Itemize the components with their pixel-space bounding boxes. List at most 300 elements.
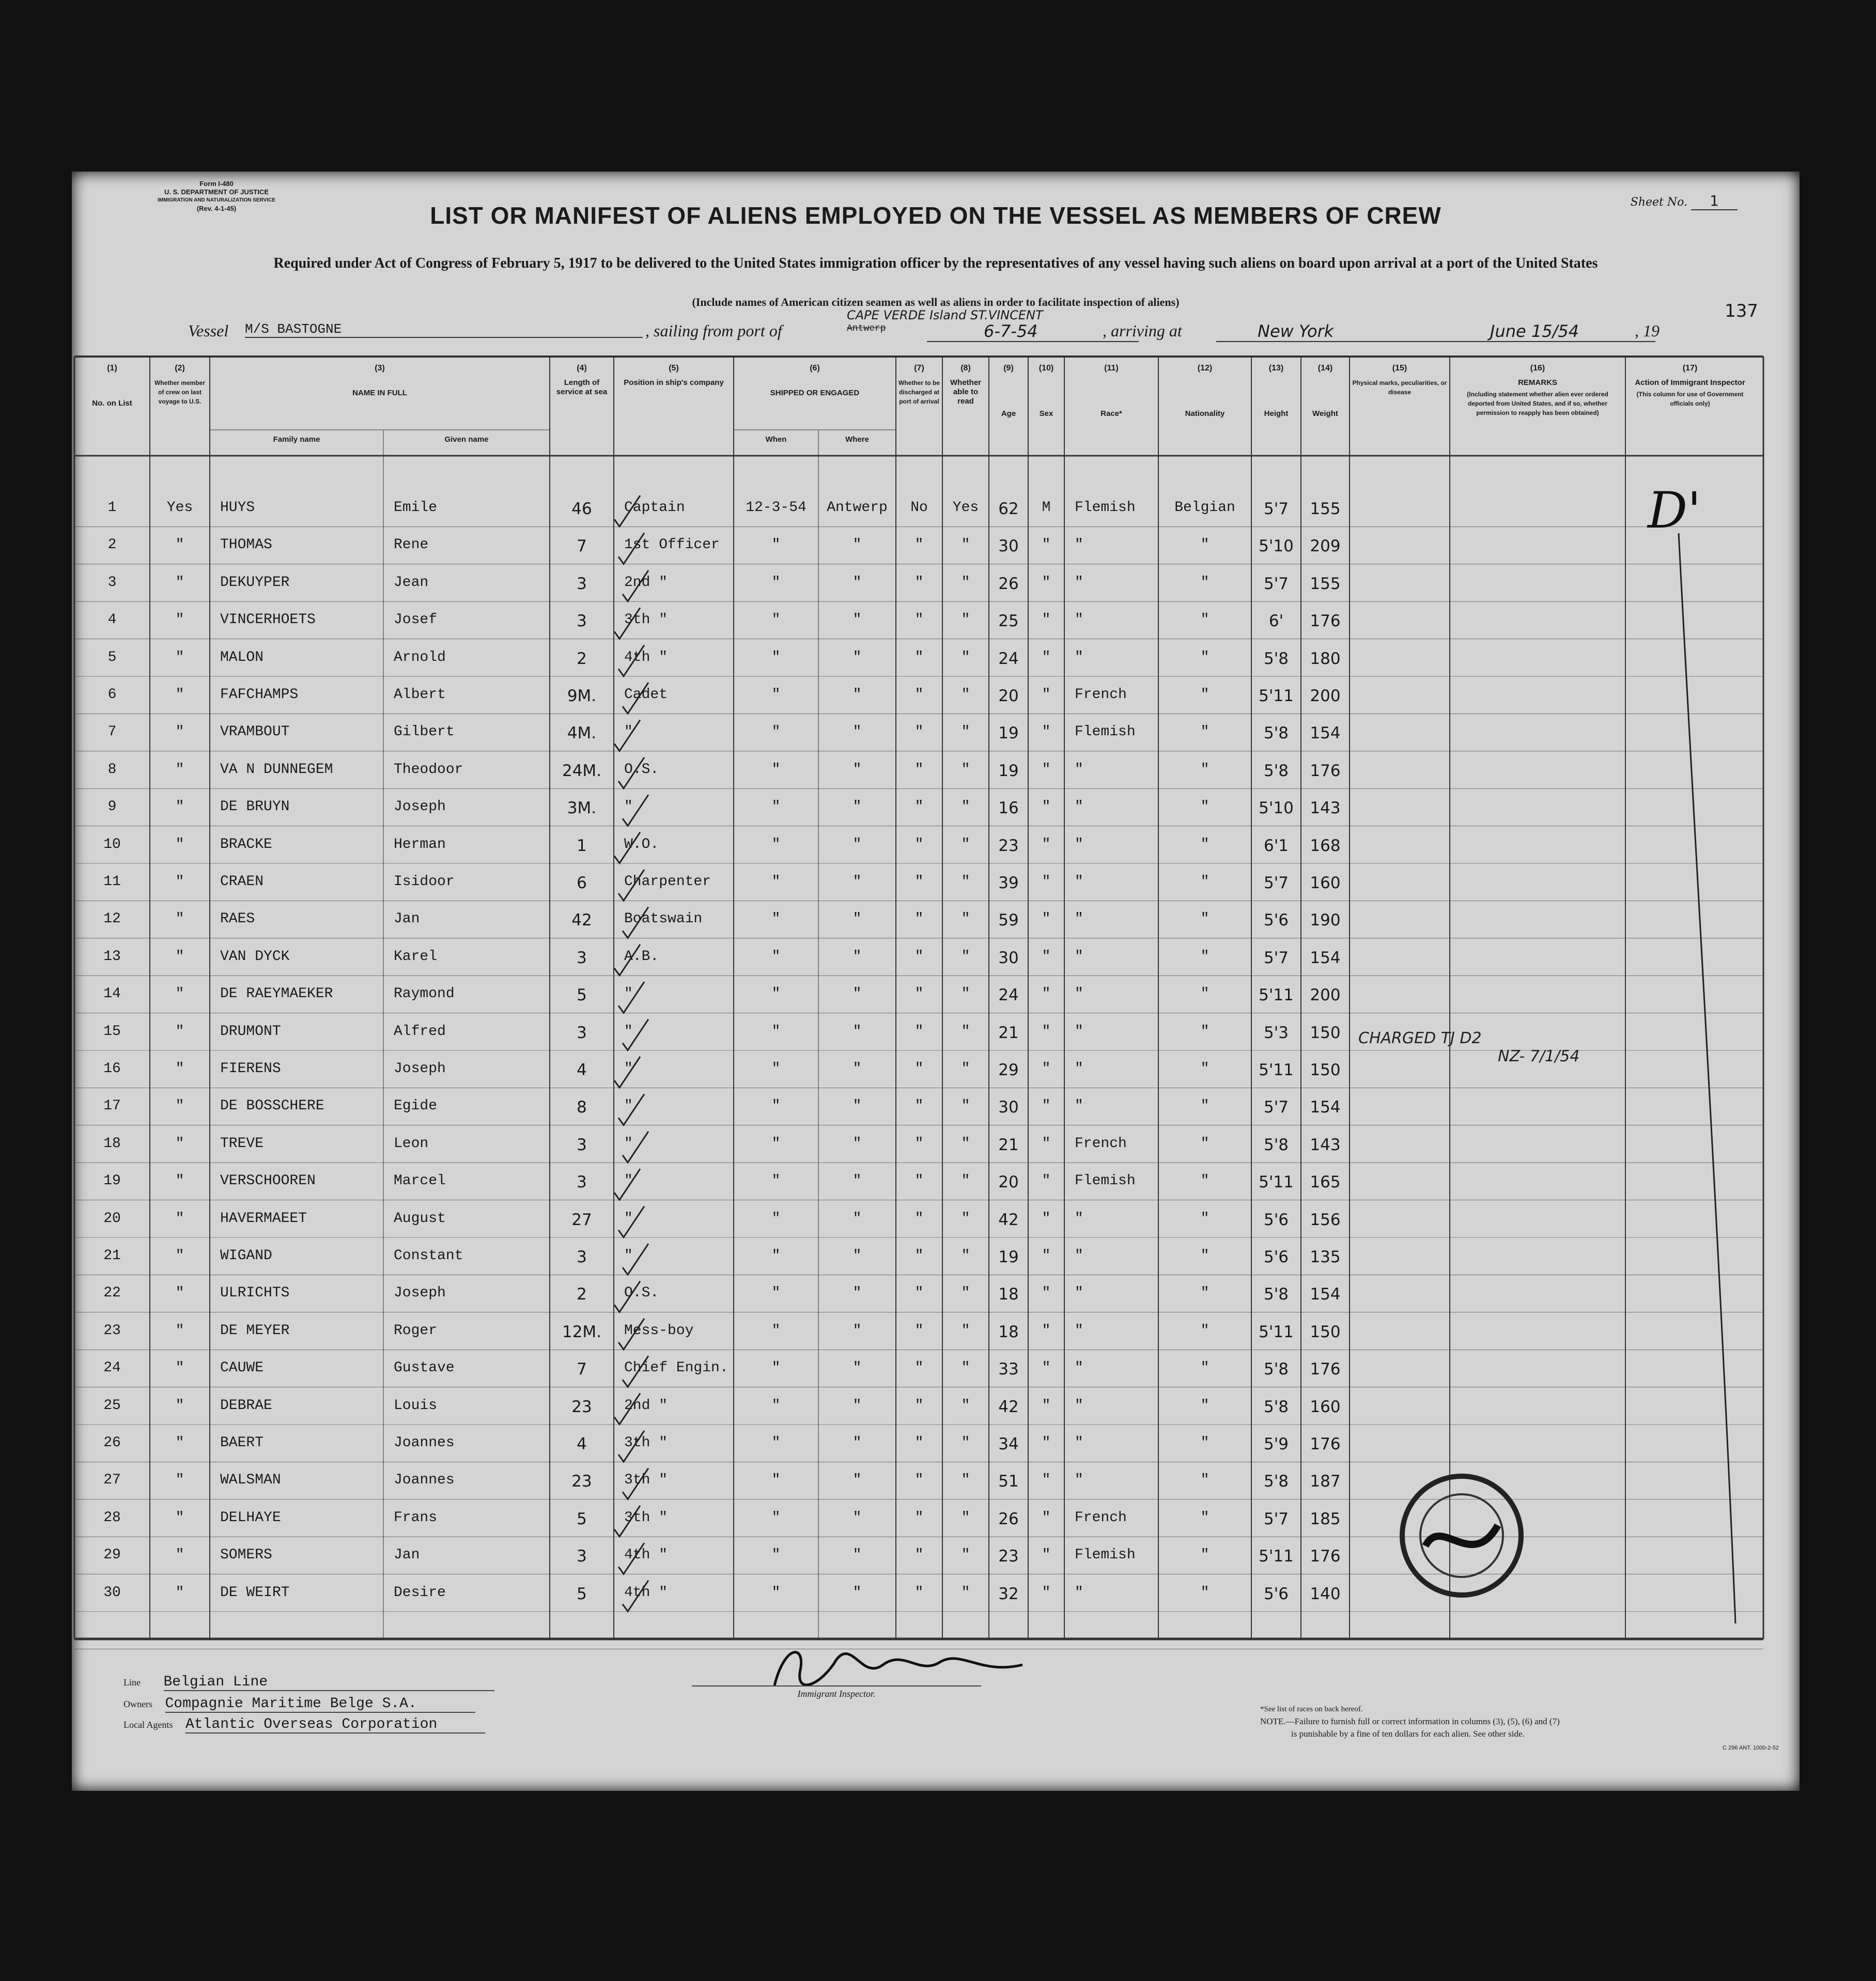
cell-nat: " [1200, 1435, 1210, 1451]
line-label: Line [123, 1677, 141, 1688]
cell-given: Albert [394, 687, 446, 703]
cell-age: 16 [998, 799, 1019, 818]
cell-height: 5'7 [1264, 948, 1289, 967]
cell-given: Egide [394, 1098, 438, 1115]
cell-when: " [771, 687, 781, 703]
cell-family: DEKUYPER [220, 574, 290, 591]
cell-read: " [961, 799, 970, 815]
cell-prev: " [175, 687, 184, 703]
cell-disch: " [914, 1285, 924, 1302]
cell-prev: " [175, 761, 184, 778]
cell-sex: " [1042, 874, 1051, 890]
cell-when: " [771, 1435, 781, 1451]
cell-position: " [624, 1061, 633, 1077]
cell-sex: " [1042, 1584, 1051, 1601]
cell-prev: " [175, 1248, 184, 1264]
cell-race: " [1075, 1210, 1083, 1227]
cell-read: " [961, 911, 970, 927]
cell-given: Louis [394, 1397, 438, 1414]
cell-family: THOMAS [220, 537, 272, 553]
cell-disch: " [914, 1397, 924, 1414]
cell-prev: " [175, 1397, 184, 1414]
header-given-name: Given name [444, 435, 489, 444]
cell-given: Jean [394, 574, 429, 591]
cell-service: 2 [577, 649, 587, 668]
note-fine: is punishable by a fine of ten dollars for each alien. See other side. [1291, 1729, 1525, 1739]
cell-when: " [771, 1248, 781, 1264]
cell-weight: 168 [1310, 836, 1341, 855]
cell-weight: 143 [1310, 1135, 1341, 1154]
cell-weight: 156 [1310, 1210, 1341, 1229]
cell-sex: " [1042, 1397, 1051, 1414]
cell-weight: 154 [1310, 1098, 1341, 1117]
cell-read: " [961, 1135, 970, 1152]
cell-height: 5'6 [1264, 1248, 1289, 1266]
sailing-port-struck: Antwerp [847, 323, 886, 334]
cell-when: " [771, 1360, 781, 1376]
cell-sex: " [1042, 537, 1051, 553]
cell-nat: " [1200, 836, 1210, 853]
cell-age: 59 [998, 911, 1019, 930]
cell-service: 42 [571, 911, 592, 930]
cell-where: " [852, 1397, 862, 1414]
cell-nat: " [1200, 874, 1210, 890]
cell-nat: " [1200, 1509, 1210, 1526]
cell-sex: " [1042, 1248, 1051, 1264]
cell-given: Joannes [394, 1435, 455, 1451]
manifest-sheet [72, 172, 1800, 1791]
cell-height: 5'10 [1259, 537, 1294, 556]
cell-weight: 200 [1310, 986, 1341, 1005]
cell-read: " [961, 1061, 970, 1077]
header-c17-note: (This column for use of Government officials only) [1636, 391, 1744, 407]
cell-nat: " [1200, 1210, 1210, 1227]
cell-where: " [852, 1285, 862, 1302]
cell-position: 3th " [624, 1435, 668, 1451]
cell-family: DE RAEYMAEKER [220, 986, 333, 1002]
header-c13-number: (13) [1268, 364, 1284, 373]
cell-race: " [1075, 799, 1083, 815]
cell-age: 23 [998, 836, 1019, 855]
header-c12-number: (12) [1197, 364, 1213, 373]
cell-disch: " [914, 1173, 924, 1189]
cell-sex: " [1042, 1023, 1051, 1040]
header-c1-number: (1) [107, 364, 117, 373]
cell-nat: " [1200, 1098, 1210, 1115]
cell-disch: " [914, 761, 924, 778]
cell-no: 6 [107, 687, 117, 703]
cell-disch: " [914, 537, 924, 553]
cell-when: " [771, 1397, 781, 1414]
cell-disch: " [914, 948, 924, 965]
cell-when: 12-3-54 [746, 500, 807, 516]
cell-age: 30 [998, 1098, 1019, 1117]
cell-no: 14 [103, 986, 121, 1002]
cell-family: DELHAYE [220, 1509, 281, 1526]
cell-weight: 160 [1310, 874, 1341, 892]
revision: (Rev. 4-1-45) [196, 205, 237, 212]
cell-no: 20 [103, 1210, 121, 1227]
cell-weight: 143 [1310, 799, 1341, 818]
cell-nat: " [1200, 1285, 1210, 1302]
cell-service: 12M. [562, 1322, 602, 1341]
cell-prev: " [175, 948, 184, 965]
header-c9-number: (9) [1003, 364, 1014, 373]
cell-when: " [771, 1285, 781, 1302]
header-c14-number: (14) [1317, 364, 1333, 373]
cell-age: 42 [998, 1210, 1019, 1229]
cell-race: " [1075, 874, 1083, 890]
cell-prev: " [175, 1360, 184, 1376]
cell-race: French [1075, 1509, 1127, 1526]
header-c8-number: (8) [960, 364, 971, 373]
arrival-port: New York [1216, 321, 1475, 342]
cell-prev: " [175, 1435, 184, 1451]
header-c7-label: Whether to be discharged at port of arrival [898, 379, 940, 405]
cell-race: French [1075, 1135, 1127, 1152]
cell-given: Jan [394, 1547, 420, 1564]
cell-when: " [771, 1509, 781, 1526]
cell-height: 5'7 [1264, 1509, 1289, 1528]
cell-service: 4 [577, 1435, 587, 1453]
cell-nat: " [1200, 724, 1210, 740]
cell-when: " [771, 911, 781, 927]
cell-read: " [961, 1472, 970, 1489]
cell-read: " [961, 1322, 970, 1339]
cell-no: 3 [107, 574, 117, 591]
cell-age: 32 [998, 1584, 1019, 1603]
cell-when: " [771, 948, 781, 965]
header-c5-number: (5) [669, 364, 679, 373]
cell-height: 5'7 [1264, 574, 1289, 593]
cell-family: BRACKE [220, 836, 272, 853]
cell-given: Jan [394, 911, 420, 927]
header-c17-number: (17) [1682, 364, 1698, 373]
cell-sex: " [1042, 1435, 1051, 1451]
cell-read: " [961, 1435, 970, 1451]
cell-when: " [771, 537, 781, 553]
cell-family: VERSCHOOREN [220, 1173, 316, 1189]
cell-position: " [624, 1098, 633, 1115]
cell-age: 25 [998, 612, 1019, 631]
cell-no: 11 [103, 874, 121, 890]
cell-height: 5'8 [1264, 1472, 1289, 1491]
cell-prev: " [175, 537, 184, 553]
cell-race: Flemish [1075, 1173, 1136, 1189]
cell-where: " [852, 724, 862, 740]
cell-where: " [852, 799, 862, 815]
cell-prev: " [175, 986, 184, 1002]
cell-sex: " [1042, 687, 1051, 703]
cell-given: Desire [394, 1584, 446, 1601]
cell-read: " [961, 1023, 970, 1040]
remark-row16-b: NZ- 7/1/54 [1498, 1047, 1580, 1065]
cell-service: 5 [577, 986, 587, 1005]
header-c3-label: NAME IN FULL [352, 389, 407, 397]
cell-where: " [852, 612, 862, 628]
header-c10-label: Sex [1039, 409, 1053, 418]
cell-read: " [961, 761, 970, 778]
cell-family: SOMERS [220, 1547, 272, 1564]
cell-disch: " [914, 799, 924, 815]
cell-height: 5'10 [1259, 799, 1294, 818]
cell-sex: " [1042, 986, 1051, 1002]
cell-sex: " [1042, 649, 1051, 666]
cell-height: 5'8 [1264, 724, 1289, 743]
cell-no: 15 [103, 1023, 121, 1040]
cell-age: 18 [998, 1285, 1019, 1304]
cell-family: TREVE [220, 1135, 264, 1152]
cell-no: 9 [107, 799, 117, 815]
cell-position: 1st Officer [624, 537, 720, 553]
cell-position: 4th " [624, 1584, 668, 1601]
cell-age: 33 [998, 1360, 1019, 1379]
cell-nat: " [1200, 1061, 1210, 1077]
cell-disch: " [914, 1023, 924, 1040]
cell-position: 3th " [624, 1472, 668, 1489]
cell-weight: 209 [1310, 537, 1341, 556]
cell-read: " [961, 874, 970, 890]
cell-height: 5'6 [1264, 911, 1289, 930]
cell-race: " [1075, 1584, 1083, 1601]
cell-given: Raymond [394, 986, 455, 1002]
cell-when: " [771, 612, 781, 628]
cell-no: 13 [103, 948, 121, 965]
cell-sex: " [1042, 836, 1051, 853]
inspector-caption: Immigrant Inspector. [692, 1685, 981, 1699]
cell-where: " [852, 1322, 862, 1339]
header-c16-label: REMARKS [1518, 378, 1557, 387]
cell-where: " [852, 1248, 862, 1264]
cell-position: 3th " [624, 1509, 668, 1526]
cell-service: 3 [577, 948, 587, 967]
cell-sex: " [1042, 612, 1051, 628]
inspector-line [1673, 523, 1777, 1660]
cell-service: 5 [577, 1584, 587, 1603]
cell-disch: " [914, 986, 924, 1002]
cell-height: 6'1 [1264, 836, 1289, 855]
cell-when: " [771, 724, 781, 740]
cell-weight: 150 [1310, 1061, 1341, 1079]
cell-sex: " [1042, 761, 1051, 778]
cell-race: Flemish [1075, 724, 1136, 740]
header-c9-label: Age [1001, 409, 1016, 418]
cell-weight: 176 [1310, 1435, 1341, 1453]
cell-nat: " [1200, 612, 1210, 628]
header-c2-label: Whether member of crew on last voyage to U.S. [154, 379, 206, 405]
cell-position: A.B. [624, 948, 659, 965]
cell-service: 5 [577, 1509, 587, 1528]
cell-race: " [1075, 986, 1083, 1002]
cell-position: W.O. [624, 836, 659, 853]
cell-no: 24 [103, 1360, 121, 1376]
cell-weight: 187 [1310, 1472, 1341, 1491]
department: U. S. DEPARTMENT OF JUSTICE [164, 188, 269, 196]
cell-sex: " [1042, 1547, 1051, 1564]
cell-race: " [1075, 1285, 1083, 1302]
cell-disch: " [914, 1435, 924, 1451]
cell-sex: " [1042, 948, 1051, 965]
cell-family: MALON [220, 649, 264, 666]
header-c8-label: Whether able to read [950, 378, 981, 406]
cell-age: 21 [998, 1023, 1019, 1042]
cell-disch: " [914, 836, 924, 853]
cell-no: 5 [107, 649, 117, 666]
owners-field [123, 1696, 475, 1713]
cell-service: 24M. [562, 761, 602, 780]
cell-nat: " [1200, 574, 1210, 591]
cell-age: 42 [998, 1397, 1019, 1416]
cell-race: " [1075, 911, 1083, 927]
cell-no: 28 [103, 1509, 121, 1526]
cell-race: " [1075, 1098, 1083, 1115]
cell-family: FAFCHAMPS [220, 687, 299, 703]
official-seal [1394, 1468, 1529, 1603]
cell-nat: Belgian [1174, 500, 1235, 516]
cell-nat: " [1200, 948, 1210, 965]
cell-given: Joannes [394, 1472, 455, 1489]
cell-given: Gilbert [394, 724, 455, 740]
cell-service: 4 [577, 1061, 587, 1079]
cell-height: 5'7 [1264, 500, 1289, 518]
cell-nat: " [1200, 1322, 1210, 1339]
cell-disch: " [914, 1061, 924, 1077]
cell-height: 5'11 [1259, 687, 1294, 705]
cell-when: " [771, 1098, 781, 1115]
cell-prev: " [175, 1285, 184, 1302]
header-c6-label: SHIPPED OR ENGAGED [770, 389, 860, 397]
header-c15-label: Physical marks, peculiarities, or disease [1352, 379, 1447, 396]
cell-disch: " [914, 911, 924, 927]
cell-sex: " [1042, 724, 1051, 740]
cell-given: Roger [394, 1322, 438, 1339]
cell-disch: " [914, 649, 924, 666]
cell-height: 5'3 [1264, 1023, 1289, 1042]
cell-prev: " [175, 1135, 184, 1152]
cell-family: VRAMBOUT [220, 724, 290, 740]
cell-no: 18 [103, 1135, 121, 1152]
cell-no: 19 [103, 1173, 121, 1189]
cell-no: 29 [103, 1547, 121, 1564]
cell-service: 3 [577, 1547, 587, 1566]
cell-service: 7 [577, 1360, 587, 1379]
cell-given: Constant [394, 1248, 463, 1264]
service-name: IMMIGRATION AND NATURALIZATION SERVICE [158, 197, 275, 203]
cell-no: 2 [107, 537, 117, 553]
cell-position: " [624, 799, 633, 815]
cell-height: 5'7 [1264, 874, 1289, 892]
arrival-date: June 15/54 [1459, 321, 1655, 342]
cell-where: " [852, 1547, 862, 1564]
cell-when: " [771, 1472, 781, 1489]
header-c15-number: (15) [1392, 364, 1407, 373]
cell-prev: Yes [166, 500, 193, 516]
cell-where: " [852, 1360, 862, 1376]
cell-where: " [852, 1173, 862, 1189]
cell-where: " [852, 649, 862, 666]
header-c1-label: No. on List [92, 399, 132, 408]
cell-position: 2nd " [624, 574, 668, 591]
cell-no: 27 [103, 1472, 121, 1489]
page-title: LIST OR MANIFEST OF ALIENS EMPLOYED ON THE VESSEL AS MEMBERS OF CREW [430, 202, 1441, 229]
cell-when: " [771, 1210, 781, 1227]
cell-sex: " [1042, 1472, 1051, 1489]
cell-no: 16 [103, 1061, 121, 1077]
cell-height: 6' [1268, 612, 1284, 631]
cell-no: 1 [107, 500, 117, 516]
sailing-date: 6-7-54 [927, 321, 1139, 342]
cell-service: 46 [571, 500, 592, 518]
cell-race: " [1075, 1023, 1083, 1040]
cell-service: 3 [577, 1023, 587, 1042]
cell-weight: 176 [1310, 761, 1341, 780]
cell-disch: " [914, 612, 924, 628]
cell-where: " [852, 1472, 862, 1489]
cell-service: 23 [571, 1472, 592, 1491]
header-c7-number: (7) [914, 364, 924, 373]
vessel-name: M/S BASTOGNE [245, 321, 643, 338]
cell-read: " [961, 1173, 970, 1189]
cell-position: Mess-boy [624, 1322, 694, 1339]
cell-when: " [771, 1135, 781, 1152]
cell-sex: " [1042, 1135, 1051, 1152]
cell-nat: " [1200, 986, 1210, 1002]
cell-race: " [1075, 1061, 1083, 1077]
cell-race: French [1075, 687, 1127, 703]
cell-prev: " [175, 1509, 184, 1526]
cell-prev: " [175, 1322, 184, 1339]
cell-given: Marcel [394, 1173, 446, 1189]
cell-no: 22 [103, 1285, 121, 1302]
cell-position: " [624, 1173, 633, 1189]
header-c11-label: Race* [1100, 409, 1122, 418]
header-c4-label: Length of service at sea [556, 378, 608, 396]
cell-disch: " [914, 1360, 924, 1376]
cell-where: " [852, 1135, 862, 1152]
cell-read: " [961, 986, 970, 1002]
cell-where: " [852, 537, 862, 553]
cell-position: " [624, 1248, 633, 1264]
cell-family: DE WEIRT [220, 1584, 290, 1601]
cell-no: 26 [103, 1435, 121, 1451]
cell-when: " [771, 1173, 781, 1189]
sheet-value: 1 [1691, 192, 1738, 210]
cell-weight: 150 [1310, 1322, 1341, 1341]
cell-sex: " [1042, 1173, 1051, 1189]
cell-when: " [771, 1547, 781, 1564]
cell-race: " [1075, 1322, 1083, 1339]
cell-position: Chief Engin. [624, 1360, 728, 1376]
cell-service: 2 [577, 1285, 587, 1304]
cell-when: " [771, 836, 781, 853]
cell-nat: " [1200, 1248, 1210, 1264]
sailing-port: CAPE VERDE Island ST.VINCENT [847, 308, 1043, 322]
cell-when: " [771, 649, 781, 666]
cell-position: " [624, 1210, 633, 1227]
cell-disch: " [914, 1472, 924, 1489]
cell-prev: " [175, 1173, 184, 1189]
cell-height: 5'7 [1264, 1098, 1289, 1117]
header-c16-note: (Including statement whether alien ever ordered deported from United States, and if so, whether permission to reapply has been obtained) [1467, 391, 1608, 416]
cell-given: Frans [394, 1509, 438, 1526]
cell-read: " [961, 1285, 970, 1302]
cell-weight: 176 [1310, 1547, 1341, 1566]
cell-height: 5'8 [1264, 1397, 1289, 1416]
cell-position: " [624, 1135, 633, 1152]
cell-position: " [624, 724, 633, 740]
cell-disch: " [914, 1322, 924, 1339]
vessel-label: Vessel [188, 321, 229, 340]
